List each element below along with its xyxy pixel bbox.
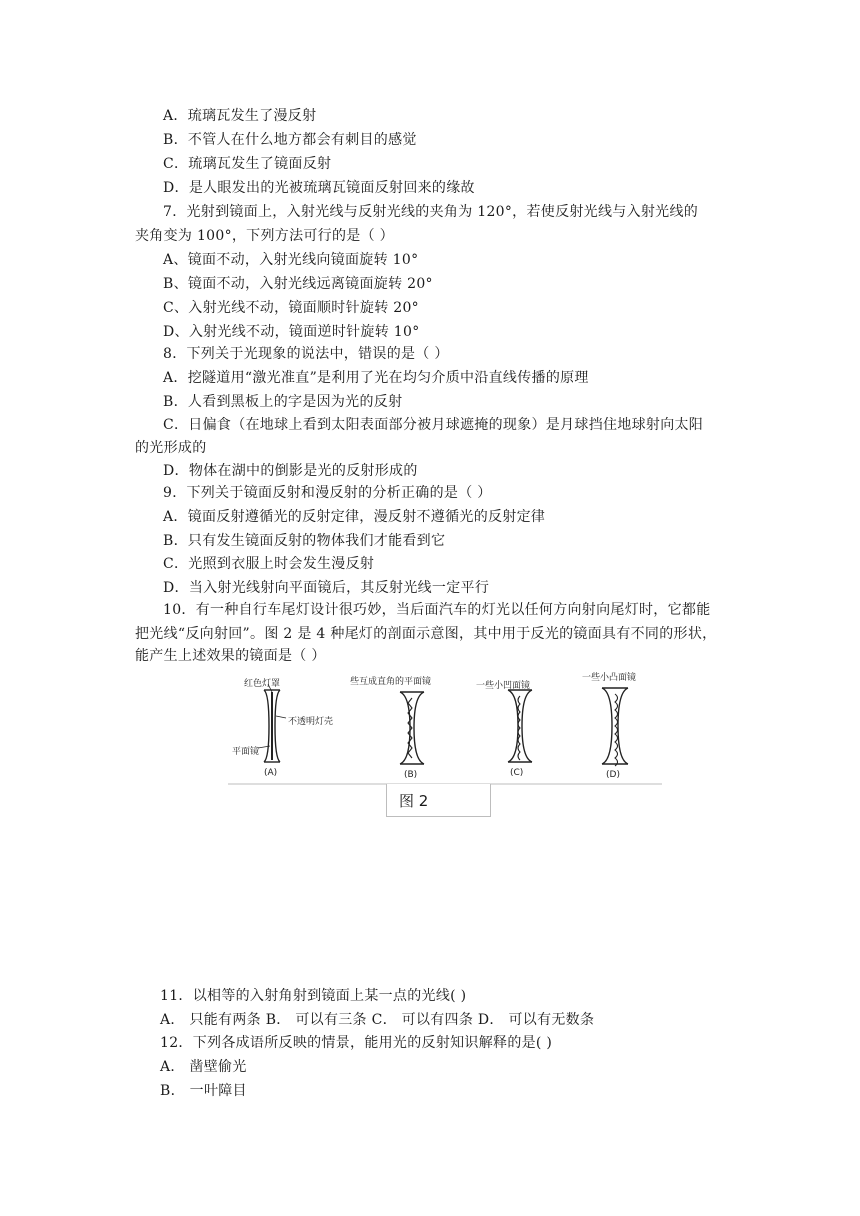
q9-option-d: D．当入射光线射向平面镜后，其反射光线一定平行 [163,580,490,596]
q9-stem: 9．下列关于镜面反射和漫反射的分析正确的是（ ） [163,485,492,501]
q7-option-c: C、入射光线不动，镜面顺时针旋转 20° [163,300,419,316]
q7-stem-line2: 夹角变为 100°，下列方法可行的是（ ） [135,228,394,244]
label-right-angle-mirrors: 些互成直角的平面镜 [350,677,432,687]
label-opaque-lamp-shell: 不透明灯壳 [288,717,334,727]
label-concave-mirrors: 一些小凹面镜 [476,681,531,691]
q8-option-c-line2: 的光形成的 [135,440,207,456]
q6-option-b: B．不管人在什么地方都会有刺目的感觉 [163,132,417,148]
q12-option-b: B． 一叶障目 [160,1083,247,1099]
q7-option-a: A、镜面不动，入射光线向镜面旋转 10° [163,252,419,268]
q7-option-b: B、镜面不动，入射光线远离镜面旋转 20° [163,276,433,292]
q6-option-a: A．琉璃瓦发生了漫反射 [163,108,317,124]
panel-b-label: (B) [404,770,418,780]
q12-option-a: A． 凿壁偷光 [160,1059,247,1075]
q6-option-d: D．是人眼发出的光被琉璃瓦镜面反射回来的缘故 [163,180,475,196]
figure-tail-light-diagram [228,666,662,818]
q9-option-b: B．只有发生镜面反射的物体我们才能看到它 [163,533,446,549]
q10-line3: 能产生上述效果的镜面是（ ） [135,648,326,664]
label-red-lamp-cover: 红色灯罩 [244,679,281,689]
q9-option-a: A．镜面反射遵循光的反射定律，漫反射不遵循光的反射定律 [163,509,546,525]
q9-option-c: C．光照到衣服上时会发生漫反射 [163,556,375,572]
panel-c-label: (C) [510,768,524,778]
panel-a-label: (A) [264,768,278,778]
q8-stem: 8．下列关于光现象的说法中，错误的是（ ） [163,346,449,362]
figure-caption-box [386,784,491,817]
q7-option-d: D、入射光线不动，镜面逆时针旋转 10° [163,324,420,340]
panel-b-drawing [400,692,424,764]
q6-option-c: C．琉璃瓦发生了镜面反射 [163,156,332,172]
q8-option-a: A．挖隧道用“激光准直”是利用了光在均匀介质中沿直线传播的原理 [163,370,589,386]
q12-stem: 12．下列各成语所反映的情景，能用光的反射知识解释的是( ) [160,1035,553,1051]
q8-option-b: B．人看到黑板上的字是因为光的反射 [163,394,403,410]
q10-line1: 10．有一种自行车尾灯设计很巧妙，当后面汽车的灯光以任何方向射向尾灯时，它都能 [163,602,711,618]
q11-options: A． 只能有两条 B． 可以有三条 C． 可以有四条 D． 可以有无数条 [160,1012,595,1028]
q8-option-c-line1: C．日偏食（在地球上看到太阳表面部分被月球遮掩的现象）是月球挡住地球射向太阳 [163,417,704,433]
q10-line2: 把光线“反向射回”。图 2 是 4 种尾灯的剖面示意图，其中用于反光的镜面具有不同的形状， [135,626,717,642]
label-plane-mirror: 平面镜 [232,747,260,757]
label-convex-mirrors: 一些小凸面镜 [582,673,637,683]
panel-d-label: (D) [606,770,620,780]
panel-d-drawing [602,688,628,766]
q11-stem: 11．以相等的入射角射到镜面上某一点的光线( ) [160,988,467,1004]
panel-c-drawing [508,690,532,762]
q7-stem-line1: 7．光射到镜面上，入射光线与反射光线的夹角为 120°，若使反射光线与入射光线的 [163,204,699,220]
figure-caption: 图 2 [399,792,429,810]
panel-a-drawing [258,684,286,762]
q8-option-d: D．物体在湖中的倒影是光的反射形成的 [163,463,418,479]
